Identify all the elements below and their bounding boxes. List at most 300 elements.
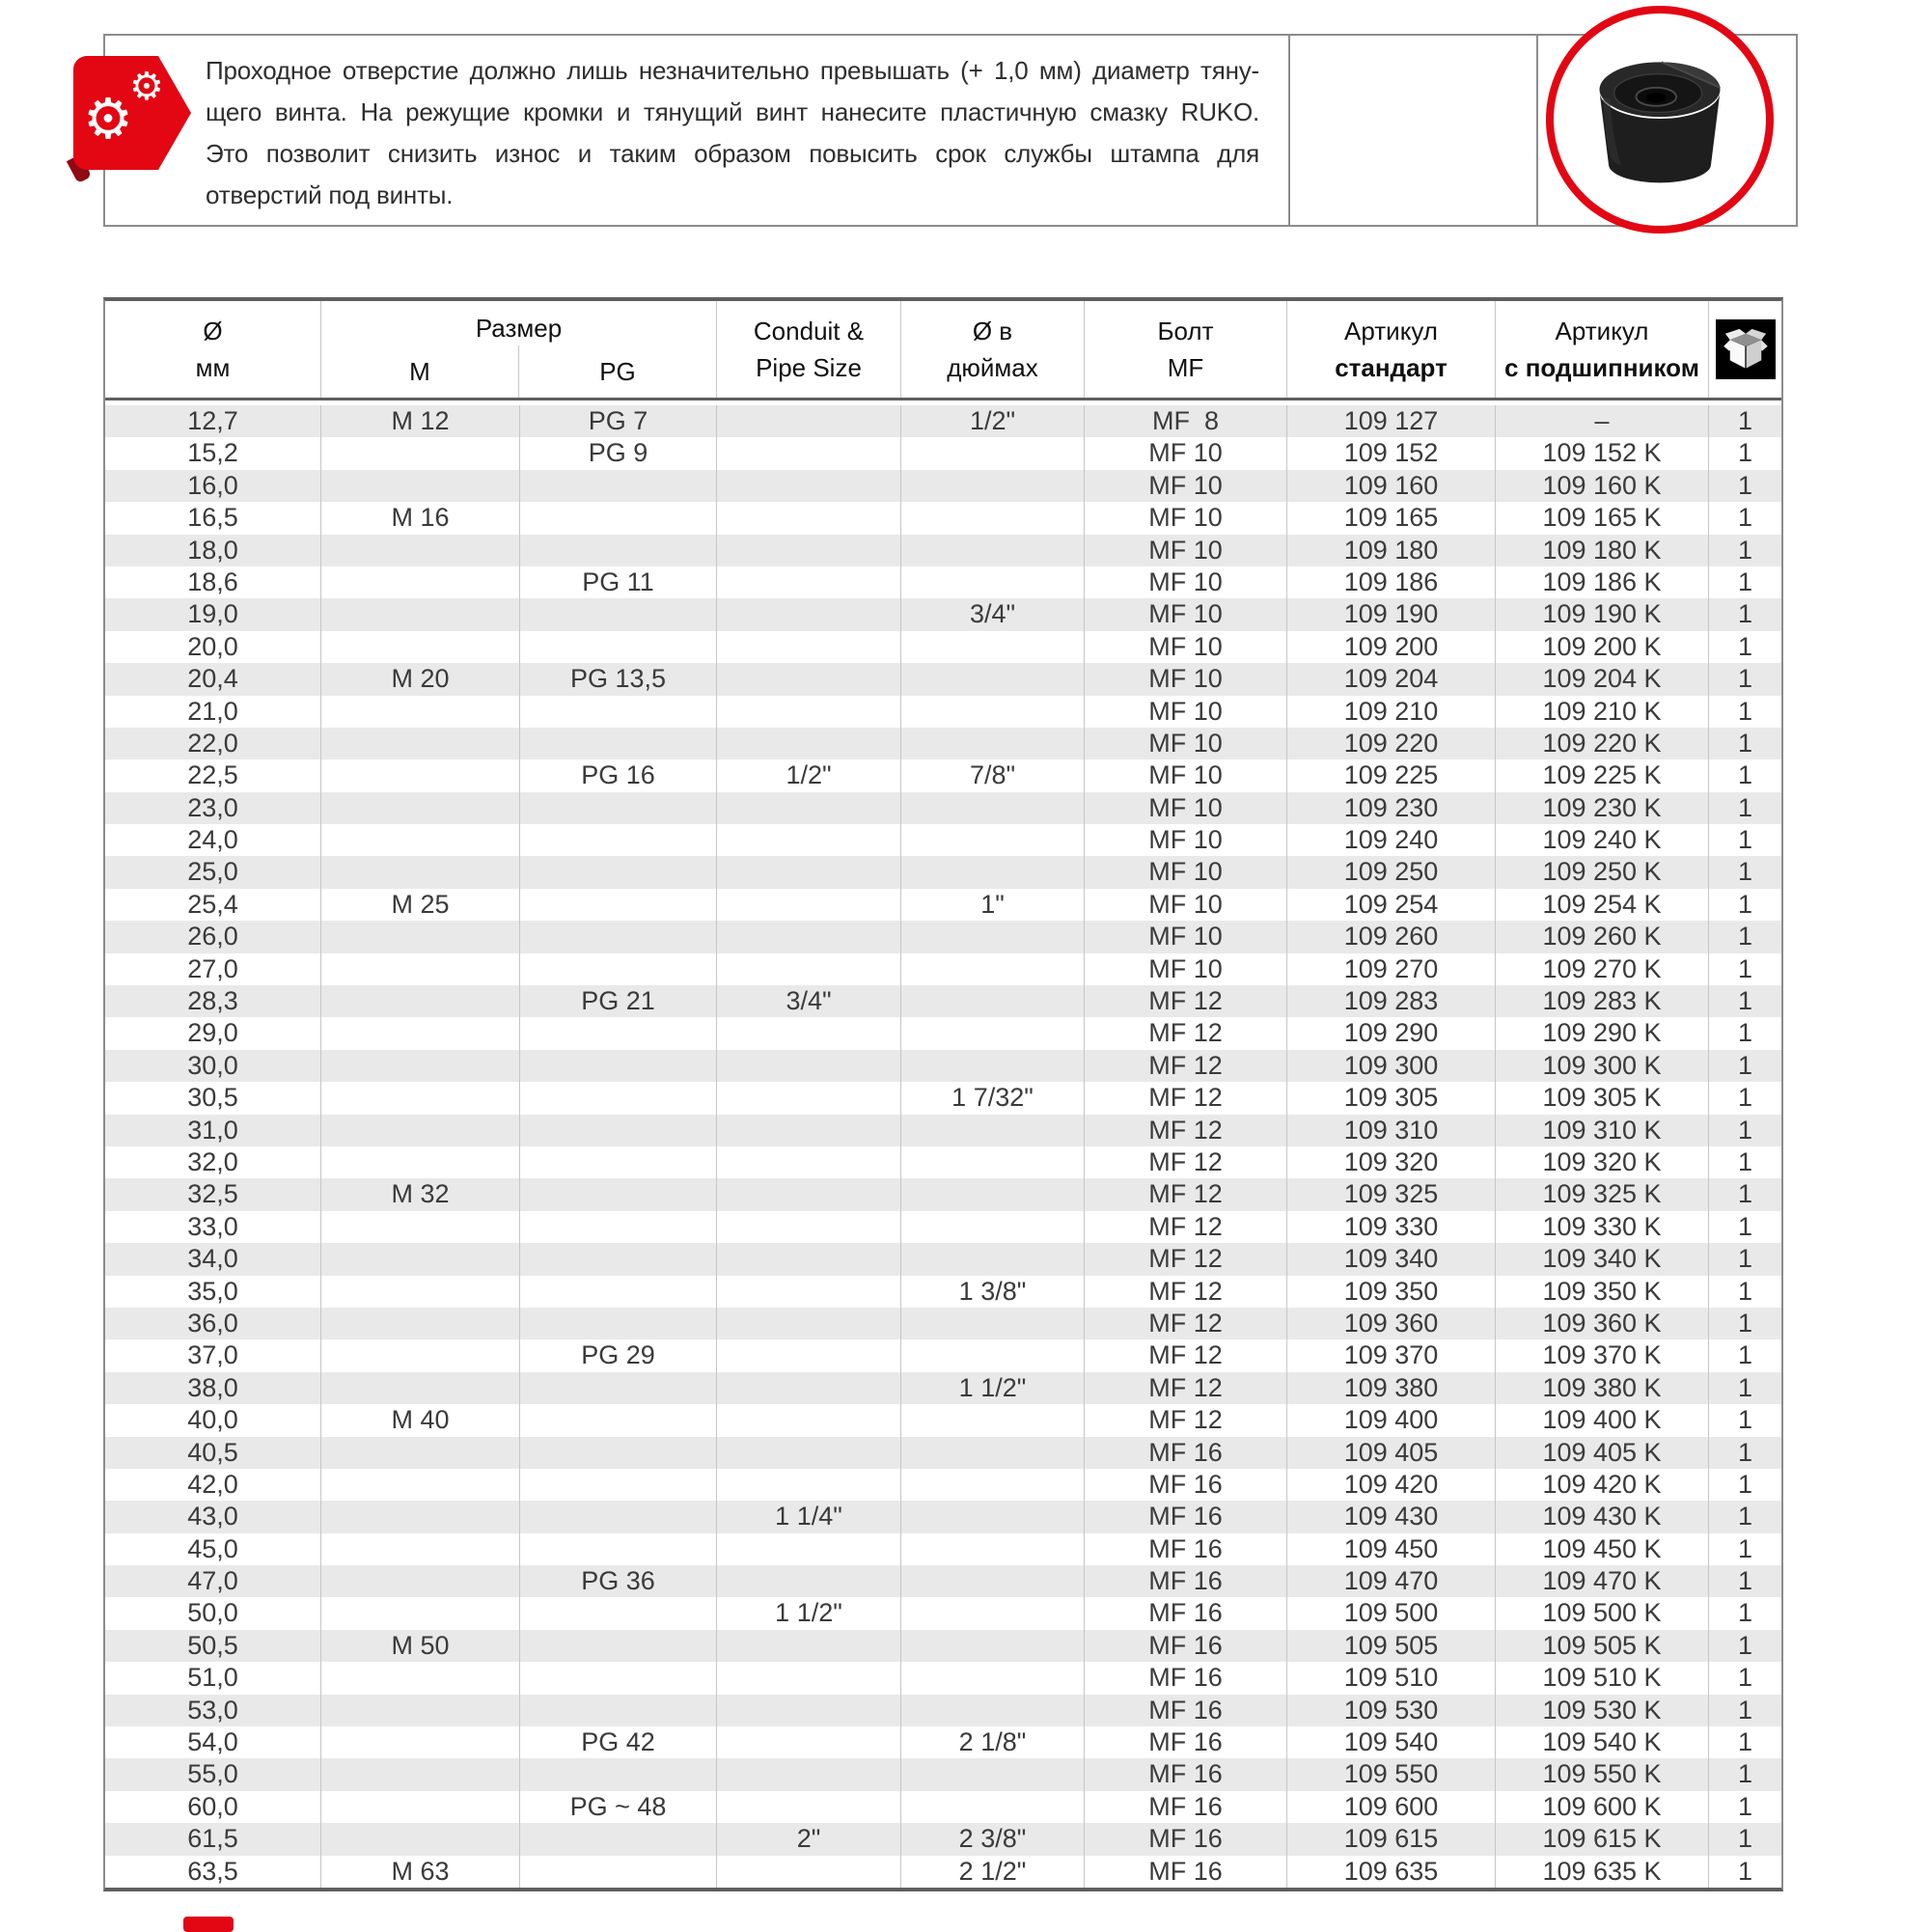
cell-dia_mm: 18,6 bbox=[105, 566, 321, 598]
cell-package_qty: 1 bbox=[1737, 1695, 1753, 1725]
table-row bbox=[105, 470, 1781, 502]
table-row bbox=[105, 1758, 1781, 1790]
cell-bolt_mf: MF 12 bbox=[1085, 1339, 1287, 1371]
cell-bolt_mf: MF 10 bbox=[1085, 953, 1287, 985]
cell-size_m: M 25 bbox=[321, 889, 520, 921]
table-row bbox=[105, 1501, 1781, 1532]
cell-size_m bbox=[321, 1597, 520, 1629]
hint-text-line: Проходное отверстие должно лишь незначительно превышать (+ 1,0 мм) диаметр тяну- bbox=[206, 56, 1259, 85]
table-row bbox=[105, 1243, 1781, 1275]
cell-article_with_bearing: 109 370 K bbox=[1496, 1339, 1709, 1371]
cell-dia_inches: 1/2" bbox=[901, 405, 1085, 437]
cell-bolt_mf: MF 12 bbox=[1085, 1308, 1287, 1339]
cell-bolt_mf: MF 12 bbox=[1085, 1372, 1287, 1404]
table-row bbox=[105, 1565, 1781, 1597]
cell-bolt_mf: MF 10 bbox=[1085, 502, 1287, 534]
cell-conduit_pipe_size bbox=[717, 824, 901, 856]
cell-dia_mm: 24,0 bbox=[105, 824, 321, 856]
cell-size_pg bbox=[520, 1178, 717, 1210]
cell-bolt_mf: MF 12 bbox=[1085, 1050, 1287, 1082]
cell-dia_mm: 36,0 bbox=[105, 1308, 321, 1339]
cell-conduit_pipe_size bbox=[717, 598, 901, 630]
cell-package_qty: 1 bbox=[1737, 1083, 1753, 1113]
header-line: Pipe Size bbox=[756, 352, 862, 382]
cell-dia_inches bbox=[901, 1339, 1085, 1371]
cell-dia_mm: 32,0 bbox=[105, 1146, 321, 1178]
cell-article_with_bearing: 109 450 K bbox=[1496, 1533, 1709, 1565]
cell-conduit_pipe_size bbox=[717, 889, 901, 921]
cell-size_m bbox=[321, 985, 520, 1017]
cell-article_with_bearing: 109 180 K bbox=[1496, 535, 1709, 566]
table-row bbox=[105, 824, 1781, 856]
cell-dia_inches bbox=[901, 953, 1085, 985]
header-line: Болт bbox=[1157, 316, 1214, 345]
header-size-pg: PG bbox=[518, 345, 716, 398]
cell-article_standard: 109 430 bbox=[1287, 1501, 1496, 1532]
cell-dia_inches bbox=[901, 1308, 1085, 1339]
table-row bbox=[105, 1308, 1781, 1339]
cell-article_with_bearing: 109 230 K bbox=[1496, 792, 1709, 824]
header-size-label: Размер bbox=[475, 314, 563, 344]
cell-article_with_bearing: 109 186 K bbox=[1496, 566, 1709, 598]
cell-article_standard: 109 550 bbox=[1287, 1758, 1496, 1790]
cell-size_m bbox=[321, 1469, 520, 1501]
cell-size_pg: PG 7 bbox=[520, 405, 717, 437]
cell-bolt_mf: MF 16 bbox=[1085, 1469, 1287, 1501]
cell-article_with_bearing: 109 635 K bbox=[1496, 1856, 1709, 1888]
cell-dia_mm: 21,0 bbox=[105, 696, 321, 728]
cell-size_m bbox=[321, 1437, 520, 1469]
cell-bolt_mf: MF 16 bbox=[1085, 1565, 1287, 1597]
table-row bbox=[105, 1662, 1781, 1694]
cell-dia_mm: 19,0 bbox=[105, 598, 321, 630]
table-row bbox=[105, 1823, 1781, 1855]
cell-conduit_pipe_size bbox=[717, 663, 901, 695]
table-row bbox=[105, 1211, 1781, 1243]
table-row bbox=[105, 1115, 1781, 1146]
cell-size_pg bbox=[520, 953, 717, 985]
cell-article_standard: 109 300 bbox=[1287, 1050, 1496, 1082]
cell-conduit_pipe_size bbox=[717, 1404, 901, 1436]
cell-size_pg: PG 11 bbox=[520, 566, 717, 598]
cell-size_pg bbox=[520, 1115, 717, 1146]
cell-size_m bbox=[321, 1115, 520, 1146]
cell-bolt_mf: MF 16 bbox=[1085, 1630, 1287, 1662]
cell-dia_inches bbox=[901, 1662, 1085, 1694]
cell-size_pg bbox=[520, 1308, 717, 1339]
cell-article_with_bearing: 109 250 K bbox=[1496, 856, 1709, 888]
cell-dia_mm: 22,0 bbox=[105, 728, 321, 759]
package-box-icon bbox=[1716, 319, 1776, 379]
cell-package_qty: 1 bbox=[1737, 438, 1753, 468]
cell-size_pg bbox=[520, 1758, 717, 1790]
cell-conduit_pipe_size bbox=[717, 535, 901, 566]
gear-icon: ⚙ bbox=[83, 86, 133, 152]
cell-package_qty: 1 bbox=[1737, 1308, 1753, 1338]
cell-article_with_bearing: 109 350 K bbox=[1496, 1276, 1709, 1308]
cell-article_with_bearing: 109 615 K bbox=[1496, 1823, 1709, 1855]
cell-bolt_mf: MF 10 bbox=[1085, 792, 1287, 824]
cell-size_m bbox=[321, 856, 520, 888]
cell-dia_mm: 38,0 bbox=[105, 1372, 321, 1404]
cell-package_qty: 1 bbox=[1737, 1018, 1753, 1048]
cell-package_qty: 1 bbox=[1737, 1405, 1753, 1435]
gear-icon: ⚙ bbox=[129, 65, 164, 109]
cell-package_qty: 1 bbox=[1737, 406, 1753, 435]
cell-bolt_mf: MF 10 bbox=[1085, 728, 1287, 759]
cell-package_qty: 1 bbox=[1737, 1824, 1753, 1854]
cell-size_pg bbox=[520, 1856, 717, 1888]
cell-bolt_mf: MF 12 bbox=[1085, 1017, 1287, 1049]
cell-conduit_pipe_size bbox=[717, 1082, 901, 1114]
cell-size_pg bbox=[520, 1630, 717, 1662]
cell-article_with_bearing: 109 380 K bbox=[1496, 1372, 1709, 1404]
cell-conduit_pipe_size bbox=[717, 1630, 901, 1662]
cell-dia_inches bbox=[901, 535, 1085, 566]
cell-package_qty: 1 bbox=[1737, 631, 1753, 661]
cell-size_m bbox=[321, 470, 520, 502]
cell-article_standard: 109 250 bbox=[1287, 856, 1496, 888]
cell-dia_inches bbox=[901, 437, 1085, 469]
cell-dia_inches bbox=[901, 1791, 1085, 1823]
table-row bbox=[105, 728, 1781, 759]
cell-size_m bbox=[321, 953, 520, 985]
cell-size_m bbox=[321, 696, 520, 728]
cell-package_qty: 1 bbox=[1737, 599, 1753, 629]
table-row bbox=[105, 953, 1781, 985]
table-row bbox=[105, 437, 1781, 469]
cell-article_standard: 109 127 bbox=[1287, 405, 1496, 437]
cell-size_pg bbox=[520, 535, 717, 566]
cell-dia_inches bbox=[901, 1243, 1085, 1275]
table-row bbox=[105, 1017, 1781, 1049]
cell-article_with_bearing: 109 152 K bbox=[1496, 437, 1709, 469]
cell-article_standard: 109 530 bbox=[1287, 1695, 1496, 1726]
header-bolt-mf bbox=[1085, 301, 1287, 398]
table-row bbox=[105, 889, 1781, 921]
cell-article_standard: 109 190 bbox=[1287, 598, 1496, 630]
header-line: Артикул bbox=[1344, 316, 1438, 345]
cell-dia_mm: 63,5 bbox=[105, 1856, 321, 1888]
cell-size_m bbox=[321, 1243, 520, 1275]
cell-package_qty: 1 bbox=[1737, 1663, 1753, 1693]
cell-conduit_pipe_size bbox=[717, 953, 901, 985]
cell-conduit_pipe_size bbox=[717, 405, 901, 437]
cell-article_standard: 109 600 bbox=[1287, 1791, 1496, 1823]
cell-size_m bbox=[321, 1082, 520, 1114]
cell-dia_inches bbox=[901, 792, 1085, 824]
cell-size_m bbox=[321, 792, 520, 824]
cell-article_standard: 109 330 bbox=[1287, 1211, 1496, 1243]
cell-size_m bbox=[321, 1662, 520, 1694]
cell-article_with_bearing: 109 550 K bbox=[1496, 1758, 1709, 1790]
cell-dia_inches bbox=[901, 1211, 1085, 1243]
cell-conduit_pipe_size bbox=[717, 1211, 901, 1243]
cell-conduit_pipe_size bbox=[717, 1339, 901, 1371]
cell-size_pg bbox=[520, 1597, 717, 1629]
cell-package_qty: 1 bbox=[1737, 889, 1753, 919]
cell-size_pg: PG 29 bbox=[520, 1339, 717, 1371]
cell-dia_inches bbox=[901, 1404, 1085, 1436]
cell-dia_inches bbox=[901, 1437, 1085, 1469]
cell-dia_inches: 2 1/2" bbox=[901, 1856, 1085, 1888]
cell-size_m: M 12 bbox=[321, 405, 520, 437]
cell-size_m bbox=[321, 1791, 520, 1823]
cell-article_with_bearing: 109 600 K bbox=[1496, 1791, 1709, 1823]
cell-article_with_bearing: 109 540 K bbox=[1496, 1726, 1709, 1758]
table-row bbox=[105, 598, 1781, 630]
cell-size_m bbox=[321, 1565, 520, 1597]
table-row bbox=[105, 792, 1781, 824]
cell-dia_mm: 61,5 bbox=[105, 1823, 321, 1855]
cell-dia_inches bbox=[901, 921, 1085, 952]
cell-package_qty: 1 bbox=[1737, 1727, 1753, 1757]
cell-size_pg bbox=[520, 1695, 717, 1726]
cell-article_with_bearing: 109 420 K bbox=[1496, 1469, 1709, 1501]
cell-size_pg bbox=[520, 856, 717, 888]
cell-bolt_mf: MF 10 bbox=[1085, 921, 1287, 952]
cell-package_qty: 1 bbox=[1737, 760, 1753, 790]
cell-article_with_bearing: 109 270 K bbox=[1496, 953, 1709, 985]
cell-dia_mm: 29,0 bbox=[105, 1017, 321, 1049]
cell-package_qty: 1 bbox=[1737, 1630, 1753, 1660]
header-size-subrow bbox=[321, 345, 716, 398]
cell-conduit_pipe_size: 3/4" bbox=[717, 985, 901, 1017]
cell-package_qty: 1 bbox=[1737, 953, 1753, 983]
cell-article_with_bearing: 109 210 K bbox=[1496, 696, 1709, 728]
table-row bbox=[105, 502, 1781, 534]
cell-size_pg bbox=[520, 1017, 717, 1049]
cell-dia_inches bbox=[901, 1501, 1085, 1532]
cell-article_with_bearing: 109 470 K bbox=[1496, 1565, 1709, 1597]
table-row bbox=[105, 405, 1781, 437]
table-row bbox=[105, 1695, 1781, 1726]
cell-conduit_pipe_size bbox=[717, 1533, 901, 1565]
cell-size_m bbox=[321, 631, 520, 663]
cell-bolt_mf: MF 16 bbox=[1085, 1791, 1287, 1823]
cell-article_standard: 109 230 bbox=[1287, 792, 1496, 824]
cell-conduit_pipe_size bbox=[717, 1437, 901, 1469]
table-row bbox=[105, 1791, 1781, 1823]
cell-size_pg: PG 42 bbox=[520, 1726, 717, 1758]
cell-dia_mm: 40,0 bbox=[105, 1404, 321, 1436]
cell-size_m bbox=[321, 1308, 520, 1339]
cell-article_standard: 109 270 bbox=[1287, 953, 1496, 985]
cell-size_pg bbox=[520, 1437, 717, 1469]
cell-article_standard: 109 325 bbox=[1287, 1178, 1496, 1210]
cell-size_pg bbox=[520, 1404, 717, 1436]
cell-size_m bbox=[321, 1372, 520, 1404]
cell-dia_inches: 2 1/8" bbox=[901, 1726, 1085, 1758]
cell-bolt_mf: MF 10 bbox=[1085, 631, 1287, 663]
cell-dia_inches: 1 1/2" bbox=[901, 1372, 1085, 1404]
cell-dia_mm: 28,3 bbox=[105, 985, 321, 1017]
table-row bbox=[105, 856, 1781, 888]
cell-package_qty: 1 bbox=[1737, 470, 1753, 500]
cell-conduit_pipe_size: 1/2" bbox=[717, 759, 901, 791]
cell-conduit_pipe_size bbox=[717, 792, 901, 824]
cell-size_m bbox=[321, 1501, 520, 1532]
cell-conduit_pipe_size bbox=[717, 1662, 901, 1694]
cell-article_with_bearing: 109 400 K bbox=[1496, 1404, 1709, 1436]
cell-package_qty: 1 bbox=[1737, 1598, 1753, 1628]
cell-dia_mm: 31,0 bbox=[105, 1115, 321, 1146]
cell-package_qty: 1 bbox=[1737, 1502, 1753, 1532]
cell-dia_mm: 22,5 bbox=[105, 759, 321, 791]
cell-package_qty: 1 bbox=[1737, 1566, 1753, 1596]
cell-article_standard: 109 420 bbox=[1287, 1469, 1496, 1501]
cell-bolt_mf: MF 10 bbox=[1085, 856, 1287, 888]
cell-bolt_mf: MF 12 bbox=[1085, 1115, 1287, 1146]
cell-dia_mm: 20,4 bbox=[105, 663, 321, 695]
cell-size_m bbox=[321, 1533, 520, 1565]
cell-article_with_bearing: – bbox=[1496, 405, 1709, 437]
cell-article_with_bearing: 109 320 K bbox=[1496, 1146, 1709, 1178]
cell-article_standard: 109 340 bbox=[1287, 1243, 1496, 1275]
cell-article_standard: 109 470 bbox=[1287, 1565, 1496, 1597]
cell-size_pg bbox=[520, 921, 717, 952]
cell-bolt_mf: MF 10 bbox=[1085, 663, 1287, 695]
cell-package_qty: 1 bbox=[1737, 1469, 1753, 1499]
cell-article_with_bearing: 109 240 K bbox=[1496, 824, 1709, 856]
cell-dia_inches bbox=[901, 1178, 1085, 1210]
cell-package_qty: 1 bbox=[1737, 503, 1753, 533]
cell-package_qty: 1 bbox=[1737, 1179, 1753, 1209]
cell-article_standard: 109 200 bbox=[1287, 631, 1496, 663]
cell-size_pg bbox=[520, 1372, 717, 1404]
cell-article_standard: 109 360 bbox=[1287, 1308, 1496, 1339]
cell-article_standard: 109 500 bbox=[1287, 1597, 1496, 1629]
cell-article_with_bearing: 109 220 K bbox=[1496, 728, 1709, 759]
cell-size_m bbox=[321, 728, 520, 759]
cell-article_with_bearing: 109 310 K bbox=[1496, 1115, 1709, 1146]
cell-package_qty: 1 bbox=[1737, 857, 1753, 887]
table-row bbox=[105, 1050, 1781, 1082]
cell-dia_mm: 50,5 bbox=[105, 1630, 321, 1662]
cell-dia_mm: 16,0 bbox=[105, 470, 321, 502]
cell-bolt_mf: MF 16 bbox=[1085, 1823, 1287, 1855]
cell-dia_inches bbox=[901, 985, 1085, 1017]
table-row bbox=[105, 566, 1781, 598]
cell-size_pg bbox=[520, 470, 717, 502]
cell-size_m bbox=[321, 1695, 520, 1726]
cell-article_with_bearing: 109 160 K bbox=[1496, 470, 1709, 502]
cell-dia_mm: 26,0 bbox=[105, 921, 321, 952]
cell-article_standard: 109 350 bbox=[1287, 1276, 1496, 1308]
cell-package_qty: 1 bbox=[1737, 1437, 1753, 1467]
cell-dia_inches bbox=[901, 824, 1085, 856]
cell-package_qty: 1 bbox=[1737, 1276, 1753, 1306]
cell-package_qty: 1 bbox=[1737, 792, 1753, 822]
cell-article_with_bearing: 109 500 K bbox=[1496, 1597, 1709, 1629]
table-row bbox=[105, 1404, 1781, 1436]
cell-article_standard: 109 305 bbox=[1287, 1082, 1496, 1114]
cell-article_standard: 109 405 bbox=[1287, 1437, 1496, 1469]
cell-size_pg: PG 36 bbox=[520, 1565, 717, 1597]
cell-size_pg bbox=[520, 728, 717, 759]
cell-size_pg bbox=[520, 889, 717, 921]
cell-article_standard: 109 260 bbox=[1287, 921, 1496, 952]
cell-size_pg bbox=[520, 502, 717, 534]
cell-package_qty: 1 bbox=[1737, 1372, 1753, 1402]
cell-bolt_mf: MF 10 bbox=[1085, 696, 1287, 728]
cell-size_m bbox=[321, 921, 520, 952]
cell-conduit_pipe_size: 2" bbox=[717, 1823, 901, 1855]
cell-bolt_mf: MF 12 bbox=[1085, 1178, 1287, 1210]
cell-dia_inches bbox=[901, 663, 1085, 695]
cell-size_m: M 50 bbox=[321, 1630, 520, 1662]
cell-dia_inches bbox=[901, 470, 1085, 502]
cell-dia_inches bbox=[901, 856, 1085, 888]
cell-conduit_pipe_size bbox=[717, 856, 901, 888]
cell-article_standard: 109 240 bbox=[1287, 824, 1496, 856]
cell-package_qty: 1 bbox=[1737, 1856, 1753, 1886]
header-line: мм bbox=[195, 352, 231, 382]
cell-dia_inches: 2 3/8" bbox=[901, 1823, 1085, 1855]
header-line: дюймах bbox=[947, 352, 1038, 382]
cell-dia_mm: 35,0 bbox=[105, 1276, 321, 1308]
cell-article_standard: 109 635 bbox=[1287, 1856, 1496, 1888]
cell-size_pg bbox=[520, 696, 717, 728]
cell-package_qty: 1 bbox=[1737, 696, 1753, 726]
cell-article_with_bearing: 109 290 K bbox=[1496, 1017, 1709, 1049]
cell-bolt_mf: MF 12 bbox=[1085, 1243, 1287, 1275]
header-line: Ø в bbox=[972, 316, 1013, 345]
cell-size_pg bbox=[520, 631, 717, 663]
cell-size_m bbox=[321, 1050, 520, 1082]
photo-frame-divider bbox=[1536, 34, 1538, 227]
cell-size_pg: PG 9 bbox=[520, 437, 717, 469]
cell-size_pg bbox=[520, 1501, 717, 1532]
cell-bolt_mf: MF 16 bbox=[1085, 1501, 1287, 1532]
header-conduit bbox=[717, 301, 901, 398]
cell-bolt_mf: MF 16 bbox=[1085, 1856, 1287, 1888]
cell-conduit_pipe_size bbox=[717, 437, 901, 469]
header-dia-inches bbox=[901, 301, 1085, 398]
cell-bolt_mf: MF 16 bbox=[1085, 1695, 1287, 1726]
cell-dia_mm: 32,5 bbox=[105, 1178, 321, 1210]
cell-article_standard: 109 152 bbox=[1287, 437, 1496, 469]
cell-conduit_pipe_size bbox=[717, 921, 901, 952]
cell-package_qty: 1 bbox=[1737, 566, 1753, 596]
cell-conduit_pipe_size bbox=[717, 1469, 901, 1501]
cell-package_qty: 1 bbox=[1737, 1791, 1753, 1821]
cell-bolt_mf: MF 12 bbox=[1085, 1211, 1287, 1243]
cell-size_pg bbox=[520, 598, 717, 630]
cell-dia_inches bbox=[901, 1630, 1085, 1662]
cell-dia_inches bbox=[901, 1695, 1085, 1726]
cell-size_m: M 20 bbox=[321, 663, 520, 695]
cell-dia_mm: 50,0 bbox=[105, 1597, 321, 1629]
cell-bolt_mf: MF 16 bbox=[1085, 1662, 1287, 1694]
cell-size_m: M 40 bbox=[321, 1404, 520, 1436]
cell-article_standard: 109 204 bbox=[1287, 663, 1496, 695]
cell-size_pg bbox=[520, 1533, 717, 1565]
cell-package_qty: 1 bbox=[1737, 1759, 1753, 1789]
cell-conduit_pipe_size bbox=[717, 1695, 901, 1726]
cell-dia_inches bbox=[901, 566, 1085, 598]
cell-size_pg bbox=[520, 1469, 717, 1501]
cell-size_m: M 16 bbox=[321, 502, 520, 534]
cell-dia_inches: 3/4" bbox=[901, 598, 1085, 630]
cell-dia_mm: 45,0 bbox=[105, 1533, 321, 1565]
cell-article_standard: 109 310 bbox=[1287, 1115, 1496, 1146]
product-table bbox=[103, 297, 1783, 1891]
cell-size_pg bbox=[520, 1823, 717, 1855]
cell-article_standard: 109 220 bbox=[1287, 728, 1496, 759]
cell-size_m bbox=[321, 598, 520, 630]
table-row bbox=[105, 1437, 1781, 1469]
